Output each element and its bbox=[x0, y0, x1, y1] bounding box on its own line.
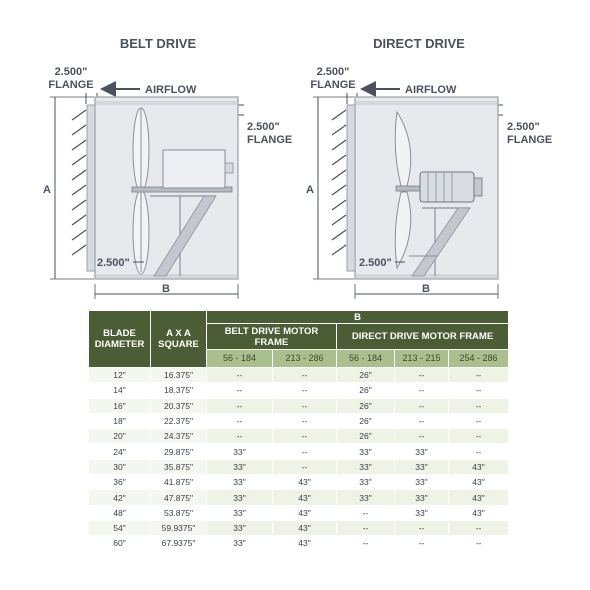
table-cell: 33" bbox=[207, 444, 273, 459]
belt-flange-top-word: FLANGE bbox=[48, 79, 94, 91]
table-cell: 33" bbox=[337, 475, 395, 490]
table-row bbox=[89, 444, 509, 459]
dimension-table bbox=[88, 310, 509, 552]
table-cell: 18" bbox=[89, 413, 151, 428]
direct-drive-diagram bbox=[306, 36, 552, 299]
belt-airflow-label: AIRFLOW bbox=[145, 84, 197, 96]
table-cell: 33" bbox=[337, 490, 395, 505]
direct-airflow-label: AIRFLOW bbox=[405, 84, 457, 96]
table-cell: -- bbox=[449, 444, 509, 459]
table-cell: 26" bbox=[337, 398, 395, 413]
table-cell: 43" bbox=[273, 520, 337, 535]
header-motor-frame-range: 254 - 286 bbox=[449, 350, 509, 368]
belt-louvers bbox=[72, 110, 86, 255]
header-blade-diameter: BLADE DIAMETER bbox=[89, 311, 151, 368]
belt-drive-diagram bbox=[43, 36, 292, 299]
table-cell: 24.375" bbox=[151, 429, 207, 444]
table-cell: 33" bbox=[395, 444, 449, 459]
table-cell: -- bbox=[207, 383, 273, 398]
table-cell: 54" bbox=[89, 520, 151, 535]
table-cell: 33" bbox=[207, 520, 273, 535]
table-cell: 22.375" bbox=[151, 413, 207, 428]
table-cell: -- bbox=[273, 444, 337, 459]
table-row bbox=[89, 475, 509, 490]
table-cell: -- bbox=[395, 536, 449, 551]
header-motor-frame-range: 213 - 215 bbox=[395, 350, 449, 368]
table-cell: 18.375" bbox=[151, 383, 207, 398]
table-cell: 26" bbox=[337, 429, 395, 444]
table-row bbox=[89, 429, 509, 444]
table-cell: 48" bbox=[89, 505, 151, 520]
table-cell: -- bbox=[449, 368, 509, 383]
table-cell: 42" bbox=[89, 490, 151, 505]
table-cell: 33" bbox=[207, 459, 273, 474]
table-cell: 59.9375" bbox=[151, 520, 207, 535]
table-cell: 29.875" bbox=[151, 444, 207, 459]
table-cell: 12" bbox=[89, 368, 151, 383]
table-cell: -- bbox=[273, 368, 337, 383]
table-cell: -- bbox=[395, 520, 449, 535]
table-cell: 47.875" bbox=[151, 490, 207, 505]
table-cell: -- bbox=[337, 505, 395, 520]
table-cell: 43" bbox=[449, 459, 509, 474]
table-row bbox=[89, 459, 509, 474]
belt-dim-a: A bbox=[43, 184, 51, 196]
table-cell: -- bbox=[337, 520, 395, 535]
table-cell: -- bbox=[273, 429, 337, 444]
direct-flange-top-word: FLANGE bbox=[310, 79, 356, 91]
table-cell: 33" bbox=[207, 475, 273, 490]
table-cell: 35.875" bbox=[151, 459, 207, 474]
table-cell: 43" bbox=[273, 475, 337, 490]
header-belt-drive-motor-frame: BELT DRIVE MOTOR FRAME bbox=[207, 324, 337, 350]
table-cell: 30" bbox=[89, 459, 151, 474]
table-cell: -- bbox=[449, 398, 509, 413]
table-cell: 16" bbox=[89, 398, 151, 413]
table-cell: -- bbox=[207, 429, 273, 444]
table-row bbox=[89, 413, 509, 428]
header-axa-square: A X A SQUARE bbox=[151, 311, 207, 368]
table-row bbox=[89, 536, 509, 551]
table-cell: 33" bbox=[395, 505, 449, 520]
table-cell: -- bbox=[273, 383, 337, 398]
belt-dim-b: B bbox=[162, 283, 170, 295]
direct-dim-a: A bbox=[306, 184, 314, 196]
table-cell: -- bbox=[395, 429, 449, 444]
table-cell: 33" bbox=[395, 475, 449, 490]
belt-flange bbox=[87, 105, 95, 271]
direct-dim-b: B bbox=[422, 283, 430, 295]
table-cell: -- bbox=[449, 383, 509, 398]
belt-dim-bottom-flange: 2.500" bbox=[97, 257, 130, 269]
table-cell: -- bbox=[449, 429, 509, 444]
table-cell: 14" bbox=[89, 383, 151, 398]
belt-flange-top-value: 2.500" bbox=[54, 66, 88, 78]
direct-flange-right-word: FLANGE bbox=[507, 134, 553, 146]
table-cell: 33" bbox=[337, 444, 395, 459]
table-cell: 43" bbox=[273, 536, 337, 551]
table-cell: -- bbox=[273, 398, 337, 413]
direct-dim-bottom-flange: 2.500" bbox=[359, 257, 392, 269]
table-cell: -- bbox=[273, 413, 337, 428]
table-row bbox=[89, 383, 509, 398]
header-motor-frame-range: 56 - 184 bbox=[337, 350, 395, 368]
table-cell: 67.9375" bbox=[151, 536, 207, 551]
table-cell: 26" bbox=[337, 368, 395, 383]
table-cell: -- bbox=[207, 368, 273, 383]
table-row bbox=[89, 490, 509, 505]
table-cell: 16.375" bbox=[151, 368, 207, 383]
table-row bbox=[89, 398, 509, 413]
direct-flange-top-value: 2.500" bbox=[316, 66, 350, 78]
table-cell: -- bbox=[449, 520, 509, 535]
header-motor-frame-range: 56 - 184 bbox=[207, 350, 273, 368]
direct-flange-right-value: 2.500" bbox=[507, 121, 540, 133]
table-cell: 43" bbox=[273, 505, 337, 520]
table-cell: 26" bbox=[337, 413, 395, 428]
belt-drive-title: BELT DRIVE bbox=[119, 36, 197, 51]
table-cell: -- bbox=[207, 413, 273, 428]
table-cell: 33" bbox=[395, 490, 449, 505]
table-cell: -- bbox=[449, 536, 509, 551]
header-direct-drive-motor-frame: DIRECT DRIVE MOTOR FRAME bbox=[337, 324, 509, 350]
header-motor-frame-range: 213 - 286 bbox=[273, 350, 337, 368]
table-cell: 33" bbox=[207, 505, 273, 520]
table-cell: -- bbox=[337, 536, 395, 551]
table-cell: 43" bbox=[273, 490, 337, 505]
table-cell: 60" bbox=[89, 536, 151, 551]
table-cell: 41.875" bbox=[151, 475, 207, 490]
belt-flange-right-word: FLANGE bbox=[247, 134, 293, 146]
direct-louvers bbox=[332, 110, 346, 255]
table-cell: 33" bbox=[207, 536, 273, 551]
table-cell: 36" bbox=[89, 475, 151, 490]
table-cell: 53.875" bbox=[151, 505, 207, 520]
table-row bbox=[89, 520, 509, 535]
table-cell: 43" bbox=[449, 505, 509, 520]
table-cell: 24" bbox=[89, 444, 151, 459]
table-cell: -- bbox=[207, 398, 273, 413]
table-cell: 43" bbox=[449, 475, 509, 490]
table-cell: 33" bbox=[207, 490, 273, 505]
belt-motor bbox=[163, 150, 225, 188]
table-cell: -- bbox=[395, 398, 449, 413]
table-cell: 33" bbox=[395, 459, 449, 474]
table-cell: 43" bbox=[449, 490, 509, 505]
header-b: B bbox=[207, 311, 509, 324]
table-cell: -- bbox=[273, 459, 337, 474]
table-cell: 20.375" bbox=[151, 398, 207, 413]
belt-flange-right-value: 2.500" bbox=[247, 121, 280, 133]
table-row bbox=[89, 368, 509, 383]
table-cell: -- bbox=[449, 413, 509, 428]
table-cell: 33" bbox=[337, 459, 395, 474]
table-cell: 26" bbox=[337, 383, 395, 398]
table-cell: -- bbox=[395, 413, 449, 428]
table-row bbox=[89, 505, 509, 520]
direct-shaft bbox=[396, 186, 422, 191]
table-cell: 20" bbox=[89, 429, 151, 444]
table-cell: -- bbox=[395, 383, 449, 398]
direct-drive-title: DIRECT DRIVE bbox=[373, 36, 465, 51]
direct-flange bbox=[347, 105, 355, 271]
table-cell: -- bbox=[395, 368, 449, 383]
